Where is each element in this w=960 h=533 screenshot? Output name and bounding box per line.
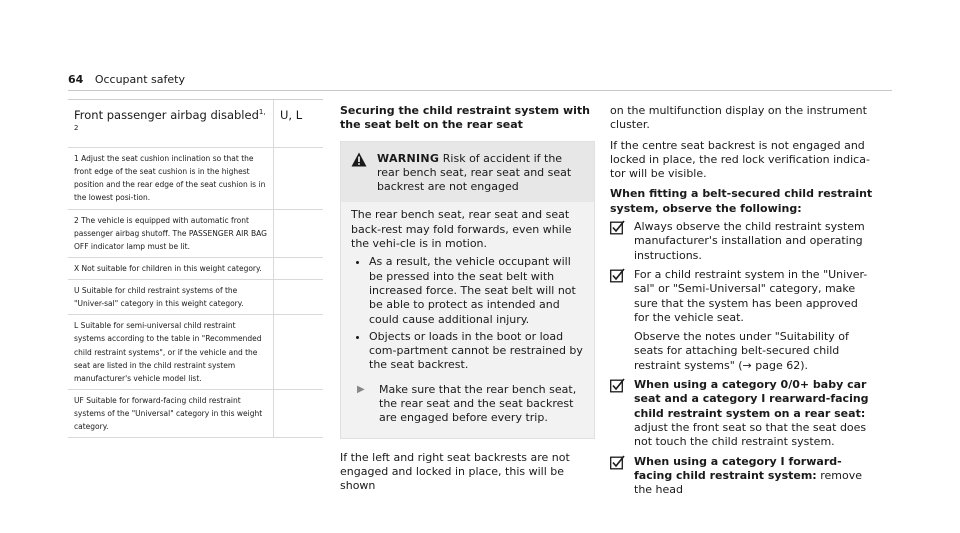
- warning-label: WARNING: [377, 151, 440, 165]
- head-label-text: Front passenger airbag disabled: [74, 108, 259, 122]
- paragraph: If the centre seat backrest is not engaged and locked in place, the red lock verification indica-tor will be visible.: [610, 138, 870, 181]
- subheading: When fitting a belt-secured child restraint system, observe the following:: [610, 187, 873, 215]
- empty-cell: [273, 390, 323, 437]
- section-title: Occupant safety: [94, 73, 185, 86]
- item-text: For a child restraint system in the "Univer-sal" or "Semi-Universal" category, make sure that the system has been approved for the vehicle seat.: [634, 267, 868, 324]
- empty-cell: [273, 315, 323, 389]
- list-item: [610, 378, 875, 449]
- warning-box: [340, 141, 595, 439]
- list-item: [610, 455, 875, 498]
- note-x: X Not suitable for children in this weight category.: [74, 263, 262, 273]
- paragraph: on the multifunction display on the instrument cluster.: [610, 104, 867, 132]
- warning-bullets: [351, 255, 584, 372]
- list-item: [610, 220, 875, 263]
- list-item: • Objects or loads in the boot or load com-partment cannot be restrained by the seat backrest.: [369, 330, 584, 373]
- empty-cell: [273, 148, 323, 209]
- item-text: Always observe the child restraint system manufacturer's installation and operating instructions.: [634, 220, 865, 262]
- empty-cell: [273, 258, 323, 279]
- warning-body: The rear bench seat, rear seat and seat back-rest may fold forwards, even while the vehi-cle is in motion.: [351, 208, 572, 251]
- warning-header: [341, 142, 594, 203]
- header-divider: [68, 90, 892, 91]
- action-step: [351, 383, 584, 426]
- section-heading: Securing the child restraint system with the seat belt on the rear seat: [340, 104, 590, 132]
- note-u: U Suitable for child restraint systems of the "Univer-sal" category in this weight category.: [74, 286, 244, 309]
- warning-title: [377, 152, 584, 195]
- page-number: 64: [68, 73, 84, 86]
- table-row: [68, 280, 323, 315]
- table-head-value: U, L: [273, 100, 323, 147]
- warning-triangle-icon: [351, 152, 369, 171]
- checkbox-tick-icon: [610, 220, 626, 236]
- table-row: [68, 390, 323, 438]
- checkbox-tick-icon: [610, 268, 626, 284]
- page-header: [68, 73, 185, 86]
- table-head-label: [68, 100, 273, 147]
- head-footnote: 1, 2: [74, 108, 266, 132]
- column-right: [610, 104, 875, 502]
- note-2: 2 The vehicle is equipped with automatic front passenger airbag shutoff. The PASSENGER AIR BAG OFF indicator lamp must be lit.: [74, 215, 267, 251]
- checkbox-tick-icon: [610, 455, 626, 471]
- item-bold: When using a category 0/0+ baby car seat and a category I rearward-facing child restraint system on a rear seat:: [634, 378, 869, 420]
- note-uf: UF Suitable for forward-facing child restraint systems of the "Universal" category in this weight category.: [74, 395, 263, 432]
- paragraph: If the left and right seat backrests are not engaged and locked in place, this will be shown: [340, 450, 570, 493]
- play-arrow-icon: ▶: [357, 383, 365, 395]
- warning-title-text: Risk of accident if the rear bench seat, rear seat and seat backrest are not engaged: [377, 151, 572, 194]
- note-l: L Suitable for semi-universal child restraint systems according to the table in "Recommended child restraint systems", or if the vehicle and the seat are listed in the child restraint system manufacturer's vehicle model list.: [74, 321, 262, 383]
- item-text: [634, 378, 875, 449]
- table-row: [68, 258, 323, 280]
- item-text: [634, 455, 875, 498]
- column-middle: [340, 104, 595, 494]
- list-item: • As a result, the vehicle occupant will be pressed into the seat belt with increased force. The seat belt will not be able to protect as intended and could cause additional injury.: [369, 255, 584, 326]
- item-bold: When using a category I forward-facing child restraint system:: [634, 454, 842, 482]
- airbag-table: [68, 99, 323, 438]
- item-rest: remove the head: [634, 468, 862, 497]
- indent-note: Observe the notes under "Suitability of seats for attaching belt-secured child restraint systems" (→ page 62).: [634, 330, 849, 372]
- table-header-row: [68, 100, 323, 148]
- empty-cell: [273, 280, 323, 314]
- item-rest: adjust the front seat so that the seat does not touch the child restraint system.: [634, 420, 867, 449]
- table-row: [68, 210, 323, 258]
- action-text: Make sure that the rear bench seat, the rear seat and the seat backrest are engaged before every trip.: [379, 382, 577, 425]
- checkbox-tick-icon: [610, 378, 626, 394]
- table-row: [68, 315, 323, 390]
- table-row: [68, 148, 323, 210]
- list-item: [610, 268, 875, 325]
- empty-cell: [273, 210, 323, 257]
- note-1: 1 Adjust the seat cushion inclination so that the front edge of the seat cushion is in the highest position and the rear edge of the seat cushion is in the lowest posi-tion.: [74, 154, 266, 203]
